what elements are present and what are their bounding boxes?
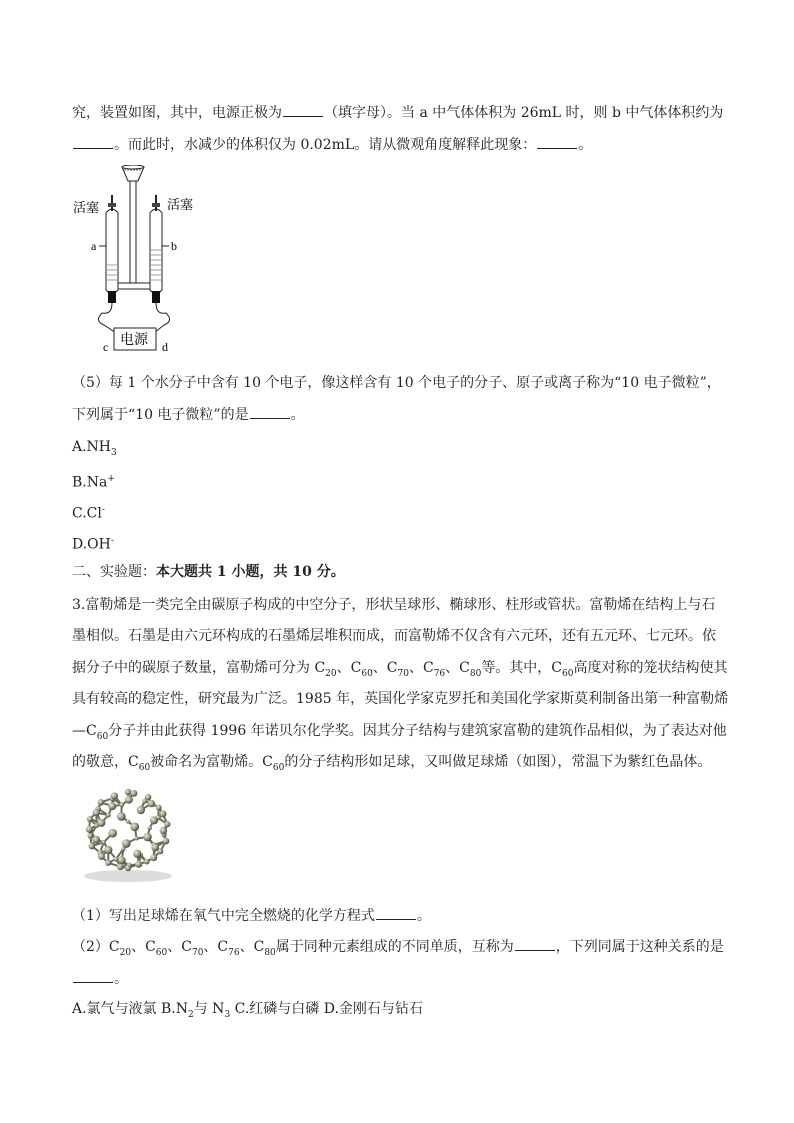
subscript: 3	[111, 447, 117, 458]
text: ，下列同属于这种关系的是	[555, 939, 724, 955]
label-c: c	[103, 340, 109, 354]
subscript: 60	[562, 668, 574, 679]
text: 、C	[408, 660, 434, 676]
q3-line-2	[72, 626, 716, 646]
text: 究，装置如图，其中，电源正极为	[72, 105, 282, 121]
q3-line-3	[72, 658, 727, 684]
text: （填字母）。当 a 中气体体积为 26mL 时，则 b 中气体体积约为	[324, 105, 724, 121]
carbon-atom	[164, 821, 170, 827]
subscript: 2	[188, 1009, 194, 1020]
text: 与 N	[193, 1001, 225, 1017]
carbon-atom	[125, 789, 131, 795]
subscript: 3	[224, 1009, 231, 1020]
text: 、C	[372, 660, 398, 676]
carbon-atom	[156, 805, 162, 811]
sub-question-2	[72, 936, 724, 963]
carbon-atom	[98, 853, 105, 860]
answer-blank	[73, 968, 113, 983]
carbon-atom	[87, 833, 93, 839]
carbon-atom	[108, 802, 116, 810]
question-5-line-1	[72, 373, 721, 393]
answer-blank	[376, 905, 416, 920]
subscript: 20	[325, 668, 337, 679]
subscript: 76	[228, 947, 240, 958]
text: B.Na	[72, 474, 108, 491]
subscript: 60	[155, 947, 168, 958]
text: （1）写出足球烯在氧气中完全燃烧的化学方程式	[72, 908, 375, 924]
text: 的分子结构形如足球，又叫做足球烯（如图），常温下为紫红色晶体。	[284, 754, 712, 770]
text: D.OH	[72, 536, 111, 553]
carbon-atom	[106, 813, 111, 818]
text: 。	[416, 908, 431, 924]
label-d: d	[162, 340, 168, 354]
electrolysis-apparatus-figure	[72, 165, 212, 360]
carbon-atom	[130, 822, 139, 831]
text: 被命名为富勒烯。C	[150, 754, 273, 770]
subscript: 60	[361, 668, 373, 679]
text: 具有较高的稳定性，研究最为广泛。1985 年，英国化学家克罗托和美国化学家斯莫利制备出第一种富勒烯	[72, 691, 729, 707]
subscript: 60	[138, 762, 151, 773]
text: （2）C	[72, 939, 120, 955]
label-stopcock-left: 活塞	[73, 200, 100, 215]
carbon-atom	[150, 816, 158, 824]
subscript: 70	[191, 947, 204, 958]
carbon-atom	[89, 843, 95, 849]
option-c	[72, 500, 105, 524]
text: 墨相似。石墨是由六元环构成的石墨烯层堆积而成，而富勒烯不仅含有六元环，还有五元环、七元环。依	[72, 628, 716, 644]
q3-line-6	[72, 752, 711, 778]
carbon-atom	[101, 840, 106, 845]
text: 。而此时，水减少的体积仅为 0.02mL。请从微观角度解释此现象：	[114, 137, 537, 153]
text: 3.富勒烯是一类完全由碳原子构成的中空分子，形状呈球形、椭球形、柱形或管状。富勒烯在结构上与石	[72, 597, 716, 613]
text: 高度对称的笼状结构使其	[573, 660, 728, 676]
answer-blank	[537, 134, 577, 149]
subscript: 20	[119, 947, 132, 958]
text: 、C	[203, 939, 229, 955]
carbon-atom	[137, 806, 145, 814]
text: 、C	[336, 660, 362, 676]
text: 。	[114, 971, 128, 987]
paragraph-line	[72, 134, 592, 155]
carbon-atom	[133, 850, 141, 858]
subscript: 80	[469, 668, 482, 679]
carbon-atom	[98, 799, 105, 806]
carbon-atom	[117, 812, 126, 821]
paragraph-line	[72, 102, 723, 123]
label-a: a	[91, 239, 97, 253]
text: 。	[578, 137, 593, 153]
carbon-atom	[86, 826, 93, 833]
section-heading	[72, 562, 345, 582]
section-title: 二、实验题：	[72, 564, 156, 580]
carbon-atom	[93, 809, 100, 816]
subscript: 70	[397, 668, 409, 679]
carbon-atom	[150, 854, 157, 861]
carbon-atom	[114, 856, 119, 861]
carbon-atom	[92, 836, 100, 844]
text: A.氯气与液氯 B.N	[72, 1001, 188, 1017]
text: 属于同种元素组成的不同单质，互称为	[275, 939, 514, 955]
option-b	[72, 469, 115, 493]
carbon-atom	[125, 796, 133, 804]
carbon-atom	[97, 819, 105, 827]
text: A.NH	[72, 439, 112, 455]
text: 的敬意，C	[72, 754, 139, 770]
label-b: b	[171, 239, 177, 253]
text: 分子并由此获得 1996 年诺贝尔化学奖。因其分子结构与建筑家富勒的建筑作品相似，为了表达对他	[108, 723, 727, 739]
subscript: 60	[272, 762, 285, 773]
question-5-line-2	[72, 404, 305, 425]
carbon-atom	[144, 859, 150, 865]
text: 、C	[167, 939, 192, 955]
answer-blank	[250, 404, 290, 419]
sub-question-1	[72, 905, 431, 926]
carbon-atom	[108, 829, 117, 838]
option-d	[72, 531, 114, 555]
carbon-atom	[159, 810, 166, 817]
carbon-atom	[148, 800, 155, 807]
carbon-atom	[125, 865, 131, 871]
carbon-atom	[130, 790, 137, 797]
carbon-atom	[145, 794, 151, 800]
answer-blank	[515, 936, 555, 951]
text: （5）每 1 个水分子中含有 10 个电子，像这样含有 10 个电子的分子、原子或离子称为“10 电子微粒”，	[72, 375, 721, 391]
q3-line-1	[72, 595, 715, 615]
text: 、C	[445, 660, 470, 676]
subscript: 60	[96, 731, 109, 742]
carbon-atom	[160, 827, 168, 835]
carbon-atom	[163, 838, 170, 845]
text: 、C	[131, 939, 156, 955]
carbon-atom	[105, 860, 111, 866]
carbon-atom	[118, 856, 126, 864]
q3-line-5	[72, 721, 727, 747]
text: C.Cl	[72, 505, 102, 522]
subscript: 76	[433, 668, 446, 679]
text: —C	[72, 723, 97, 739]
carbon-atom	[117, 863, 124, 870]
final-options	[72, 999, 423, 1025]
carbon-atom	[104, 846, 112, 854]
carbon-atom	[111, 792, 118, 799]
superscript: -	[101, 505, 105, 515]
subscript: 80	[264, 947, 276, 958]
carbon-atom	[151, 844, 159, 852]
superscript: -	[110, 536, 114, 546]
section-subtitle: 本大题共 1 小题，共 10 分。	[156, 564, 345, 580]
carbon-atom	[87, 816, 93, 822]
carbon-atom	[119, 803, 124, 808]
carbon-atom	[143, 833, 151, 841]
option-a	[72, 437, 117, 463]
answer-blank	[73, 134, 113, 149]
sub-question-2-cont	[72, 968, 128, 989]
superscript: +	[107, 474, 115, 484]
carbon-atom	[126, 820, 130, 824]
carbon-atom	[135, 836, 139, 840]
carbon-atom	[122, 839, 131, 848]
q3-line-4	[72, 689, 728, 709]
text: 。	[290, 407, 305, 423]
text: 下列属于“10 电子微粒”的是	[72, 407, 249, 423]
text: 等。其中，C	[481, 660, 563, 676]
answer-blank	[283, 102, 323, 117]
label-stopcock-right: 活塞	[167, 197, 194, 212]
buckyball-figure	[72, 784, 184, 884]
text: 、C	[239, 939, 265, 955]
label-power: 电源	[120, 333, 148, 348]
carbon-atom	[147, 826, 151, 830]
text: C.红磷与白磷 D.金刚石与钻石	[230, 1001, 423, 1017]
carbon-atom	[135, 861, 142, 868]
text: 据分子中的碳原子数量，富勒烯可分为 C	[72, 660, 326, 676]
